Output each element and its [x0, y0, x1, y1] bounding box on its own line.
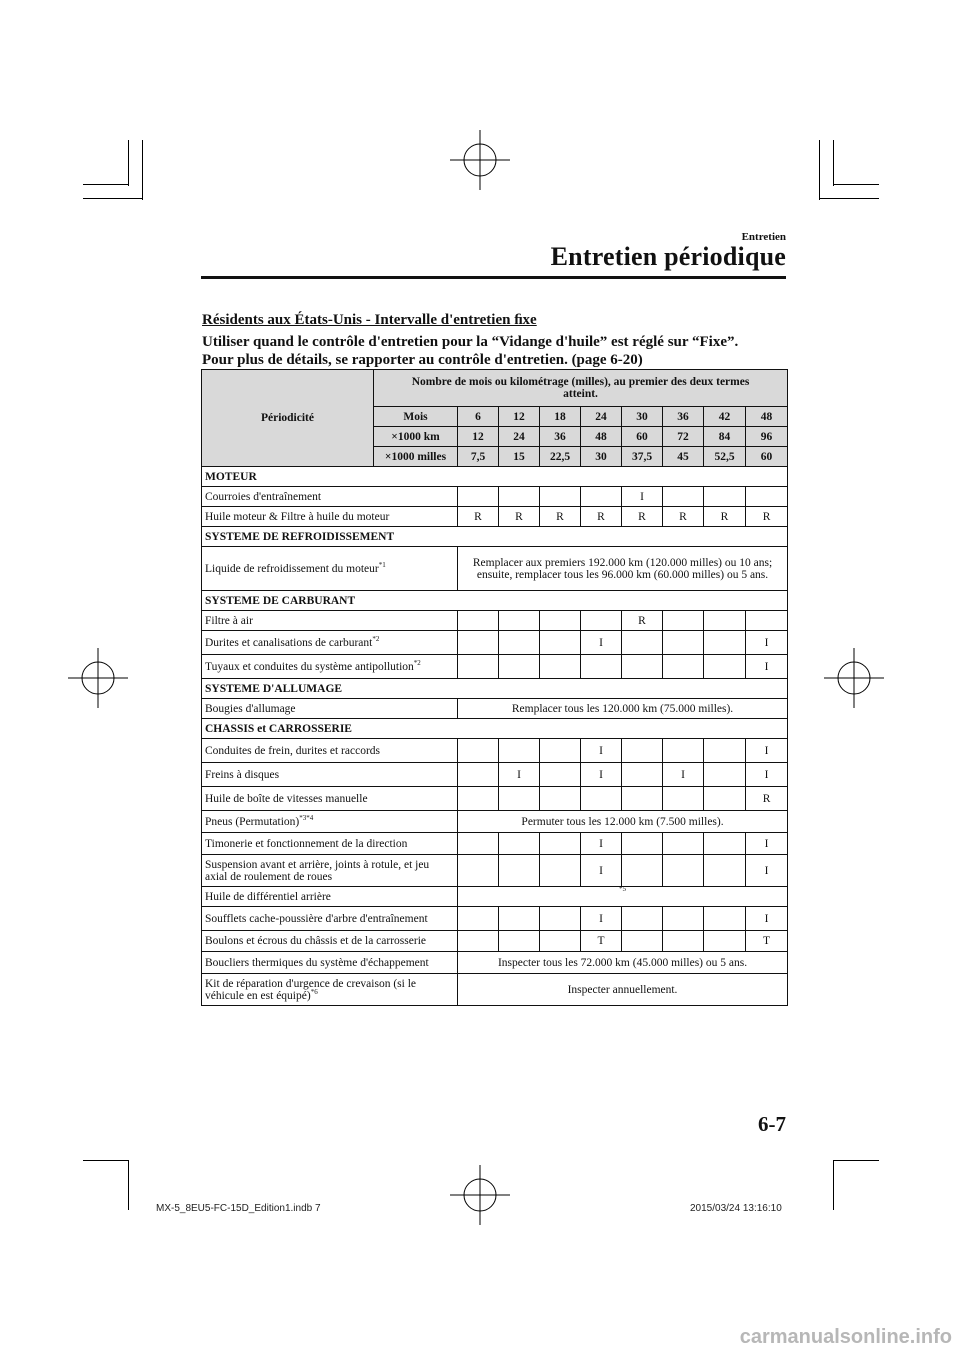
table-cell	[704, 907, 746, 931]
section-title: Résidents aux États-Unis - Intervalle d'entretien ﬁxe	[202, 312, 537, 328]
table-cell	[499, 787, 540, 811]
table-cell	[704, 931, 746, 952]
table-cell	[499, 907, 540, 931]
section-row-moteur: MOTEUR	[202, 467, 788, 487]
header-cell: 84	[704, 427, 746, 447]
crop-mark	[819, 198, 879, 199]
footer-date: 2015/03/24 13:16:10	[690, 1203, 782, 1214]
header-cell: 18	[540, 407, 581, 427]
table-cell	[540, 907, 581, 931]
row-label: Huile de différentiel arrière	[202, 887, 458, 907]
header-cell: 36	[663, 407, 704, 427]
table-row	[202, 855, 788, 887]
table-cell	[622, 739, 663, 763]
crop-mark	[833, 184, 879, 185]
row-label	[202, 547, 458, 591]
section-row-carburant: SYSTEME DE CARBURANT	[202, 591, 788, 611]
table-cell: R	[622, 611, 663, 631]
section-row-allumage: SYSTEME D'ALLUMAGE	[202, 679, 788, 699]
table-cell	[704, 611, 746, 631]
periodicite-header: Périodicité	[202, 370, 374, 467]
header-cell: 52,5	[704, 447, 746, 467]
crop-mark	[128, 1160, 129, 1210]
table-span-cell	[458, 887, 788, 907]
table-row	[202, 699, 788, 719]
section-row-refroidissement: SYSTEME DE REFROIDISSEMENT	[202, 527, 788, 547]
table-cell: R	[746, 787, 788, 811]
header-cell: 30	[581, 447, 622, 467]
header-cell: 60	[746, 447, 788, 467]
table-cell	[581, 787, 622, 811]
table-cell	[622, 855, 663, 887]
crop-mark	[83, 1160, 129, 1161]
crop-mark	[83, 184, 129, 185]
header-cell: 12	[499, 407, 540, 427]
table-cell: I	[581, 907, 622, 931]
milles-label: ×1000 milles	[374, 447, 458, 467]
table-cell	[704, 487, 746, 507]
row-label: Courroies d'entraînement	[202, 487, 458, 507]
table-cell: I	[581, 855, 622, 887]
table-cell	[499, 487, 540, 507]
table-cell	[581, 655, 622, 679]
table-row	[202, 611, 788, 631]
row-label	[202, 811, 458, 833]
footnote-ref: *5	[619, 885, 627, 894]
table-cell: R	[540, 507, 581, 527]
header-cell: 24	[499, 427, 540, 447]
table-cell	[458, 787, 499, 811]
table-cell: I	[746, 763, 788, 787]
table-cell	[540, 763, 581, 787]
table-cell	[499, 611, 540, 631]
table-row	[202, 974, 788, 1006]
table-cell: R	[581, 507, 622, 527]
header-cell: 24	[581, 407, 622, 427]
crop-mark	[833, 1160, 834, 1210]
table-cell	[663, 611, 704, 631]
table-cell: T	[746, 931, 788, 952]
table-cell	[622, 833, 663, 855]
table-cell	[499, 833, 540, 855]
table-row	[202, 907, 788, 931]
table-cell	[704, 855, 746, 887]
table-cell: I	[581, 833, 622, 855]
table-cell: I	[581, 631, 622, 655]
header-cell: 48	[581, 427, 622, 447]
row-label: Freins à disques	[202, 763, 458, 787]
table-cell	[540, 931, 581, 952]
header-cell: 22,5	[540, 447, 581, 467]
table-span-cell: Remplacer aux premiers 192.000 km (120.000 milles) ou 10 ans; ensuite, remplacer tous les 96.000 km (60.000 milles) ou 5 ans.	[458, 547, 788, 591]
intro-line: Pour plus de détails, se rapporter au contrôle d'entretien. (page 6-20)	[202, 352, 643, 368]
footnote-ref: *1	[378, 560, 386, 569]
table-cell	[458, 931, 499, 952]
table-span-cell: Permuter tous les 12.000 km (7.500 milles).	[458, 811, 788, 833]
table-cell	[663, 931, 704, 952]
table-cell	[458, 763, 499, 787]
table-cell: R	[499, 507, 540, 527]
header-cell: 6	[458, 407, 499, 427]
row-label: Filtre à air	[202, 611, 458, 631]
table-row	[202, 631, 788, 655]
row-label	[202, 655, 458, 679]
table-cell	[622, 763, 663, 787]
table-row	[202, 487, 788, 507]
table-cell: I	[746, 855, 788, 887]
table-row	[202, 787, 788, 811]
table-row	[202, 887, 788, 907]
header-cell: 36	[540, 427, 581, 447]
table-cell	[704, 833, 746, 855]
table-row	[202, 507, 788, 527]
table-cell	[458, 739, 499, 763]
table-cell	[458, 487, 499, 507]
header-cell: 12	[458, 427, 499, 447]
table-cell: R	[458, 507, 499, 527]
footnote-ref: *2	[372, 634, 380, 643]
header-cell: 96	[746, 427, 788, 447]
table-cell	[663, 487, 704, 507]
table-cell: I	[499, 763, 540, 787]
table-row	[202, 655, 788, 679]
table-cell	[499, 655, 540, 679]
table-cell: R	[704, 507, 746, 527]
table-cell: R	[663, 507, 704, 527]
table-cell	[704, 763, 746, 787]
row-label: Boucliers thermiques du système d'échappement	[202, 952, 458, 974]
row-label-text: Liquide de refroidissement du moteur	[205, 562, 379, 575]
row-label-text: Kit de réparation d'urgence de crevaison (si le véhicule en est équipé)	[205, 977, 417, 1002]
table-cell	[746, 611, 788, 631]
table-cell	[458, 855, 499, 887]
table-cell	[663, 907, 704, 931]
table-span-cell: Remplacer tous les 120.000 km (75.000 milles).	[458, 699, 788, 719]
table-cell	[540, 655, 581, 679]
table-cell	[663, 855, 704, 887]
table-cell	[458, 611, 499, 631]
row-label-text: Tuyaux et conduites du système antipollution	[205, 660, 414, 673]
header-cell: 48	[746, 407, 788, 427]
row-label: Huile moteur & Filtre à huile du moteur	[202, 507, 458, 527]
table-cell: R	[746, 507, 788, 527]
row-label: Suspension avant et arrière, joints à rotule, et jeu axial de roulement de roues	[202, 855, 458, 887]
km-label: ×1000 km	[374, 427, 458, 447]
table-cell	[499, 631, 540, 655]
registration-mark-icon	[68, 648, 128, 708]
table-cell	[663, 787, 704, 811]
mois-label: Mois	[374, 407, 458, 427]
table-cell	[540, 833, 581, 855]
table-cell	[540, 611, 581, 631]
table-row	[202, 952, 788, 974]
intro-line: Utiliser quand le contrôle d'entretien pour la “Vidange d'huile” est réglé sur “Fixe”.	[202, 334, 739, 350]
table-cell	[540, 855, 581, 887]
crop-mark	[833, 140, 834, 186]
registration-mark-icon	[450, 130, 510, 190]
table-cell: I	[746, 907, 788, 931]
table-row	[202, 763, 788, 787]
table-span-cell: Inspecter annuellement.	[458, 974, 788, 1006]
crop-mark	[142, 140, 143, 200]
table-cell	[704, 631, 746, 655]
header-cell: 72	[663, 427, 704, 447]
table-row	[202, 833, 788, 855]
table-cell	[540, 487, 581, 507]
row-label-text: Durites et canalisations de carburant	[205, 636, 373, 649]
table-span-cell: Inspecter tous les 72.000 km (45.000 milles) ou 5 ans.	[458, 952, 788, 974]
registration-mark-icon	[450, 1165, 510, 1225]
table-cell	[746, 487, 788, 507]
header-rule	[201, 276, 786, 279]
table-cell	[458, 631, 499, 655]
table-cell	[499, 739, 540, 763]
table-cell	[499, 931, 540, 952]
table-cell: I	[581, 739, 622, 763]
table-cell: R	[622, 507, 663, 527]
row-label-text: Pneus (Permutation)	[205, 815, 300, 828]
table-cell: T	[581, 931, 622, 952]
table-cell: I	[622, 487, 663, 507]
table-cell	[663, 631, 704, 655]
table-cell	[663, 655, 704, 679]
table-cell: I	[746, 631, 788, 655]
header-cell: 37,5	[622, 447, 663, 467]
table-cell	[622, 907, 663, 931]
table-cell	[622, 655, 663, 679]
header-cell: 7,5	[458, 447, 499, 467]
row-label: Bougies d'allumage	[202, 699, 458, 719]
table-cell	[540, 631, 581, 655]
table-row	[202, 811, 788, 833]
footer-file: MX-5_8EU5-FC-15D_Edition1.indb 7	[156, 1203, 321, 1214]
table-cell: I	[663, 763, 704, 787]
table-cell	[458, 907, 499, 931]
footnote-ref: *3*4	[299, 813, 314, 822]
table-cell	[663, 739, 704, 763]
registration-mark-icon	[824, 648, 884, 708]
table-cell: I	[746, 833, 788, 855]
table-row	[202, 739, 788, 763]
page-number: 6-7	[758, 1112, 786, 1136]
header-cell: 15	[499, 447, 540, 467]
table-cell	[704, 655, 746, 679]
table-cell: I	[581, 763, 622, 787]
table-cell	[540, 787, 581, 811]
row-label: Boulons et écrous du châssis et de la carrosserie	[202, 931, 458, 952]
row-label	[202, 631, 458, 655]
row-label: Timonerie et fonctionnement de la direction	[202, 833, 458, 855]
table-row	[202, 547, 788, 591]
crop-mark	[83, 198, 143, 199]
table-cell	[704, 787, 746, 811]
row-label: Huile de boîte de vitesses manuelle	[202, 787, 458, 811]
row-label	[202, 974, 458, 1006]
table-cell: I	[746, 739, 788, 763]
watermark: carmanualsonline.info	[739, 1326, 952, 1348]
crop-mark	[128, 140, 129, 186]
crop-mark	[833, 1160, 879, 1161]
table-cell	[581, 611, 622, 631]
header-cell: 30	[622, 407, 663, 427]
table-cell	[663, 833, 704, 855]
header-cell: 45	[663, 447, 704, 467]
table-cell	[704, 739, 746, 763]
table-cell	[458, 655, 499, 679]
page-title: Entretien périodique	[550, 242, 786, 271]
intro-text	[202, 333, 822, 369]
table-cell	[458, 833, 499, 855]
table-cell	[499, 855, 540, 887]
interval-note-header: Nombre de mois ou kilométrage (milles), au premier des deux termes atteint.	[374, 370, 788, 407]
table-cell	[540, 739, 581, 763]
section-row-chassis: CHASSIS et CARROSSERIE	[202, 719, 788, 739]
row-label: Conduites de frein, durites et raccords	[202, 739, 458, 763]
maintenance-table	[201, 369, 788, 1006]
footnote-ref: *6	[310, 987, 318, 996]
header-cell: 42	[704, 407, 746, 427]
row-label: Soufflets cache-poussière d'arbre d'entraînement	[202, 907, 458, 931]
table-cell	[581, 487, 622, 507]
table-cell	[622, 787, 663, 811]
chapter-label: Entretien	[741, 231, 786, 243]
table-cell: I	[746, 655, 788, 679]
footnote-ref: *2	[413, 658, 421, 667]
table-cell	[622, 631, 663, 655]
crop-mark	[819, 140, 820, 200]
table-row	[202, 931, 788, 952]
table-cell	[622, 931, 663, 952]
header-cell: 60	[622, 427, 663, 447]
